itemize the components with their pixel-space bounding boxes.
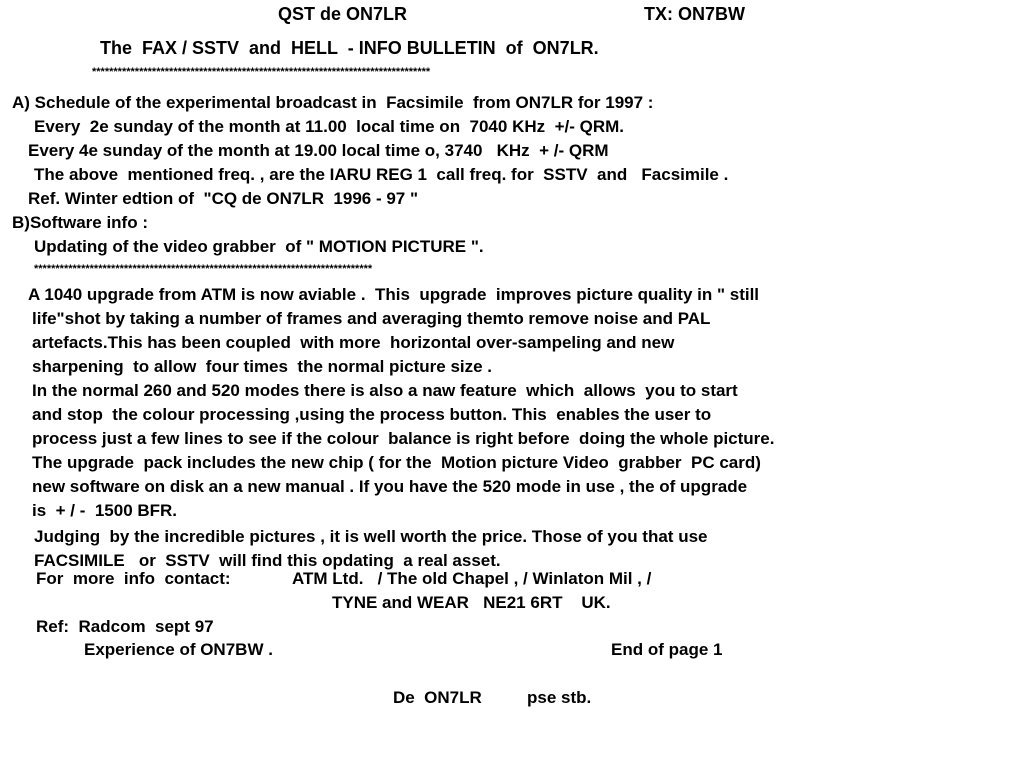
contact-label: For more info contact: bbox=[36, 569, 231, 588]
schedule-line-3: The above mentioned freq. , are the IARU REG 1 call freq. for SSTV and Facsimile . bbox=[34, 165, 729, 184]
pse-stb: pse stb. bbox=[527, 688, 592, 707]
paragraph-line-2: life"shot by taking a number of frames and averaging themto remove noise and PAL bbox=[32, 309, 711, 328]
paragraph-line-5: In the normal 260 and 520 modes there is also a naw feature which allows you to start bbox=[32, 381, 738, 400]
judging-line-1: Judging by the incredible pictures , it is well worth the price. Those of you that use bbox=[34, 527, 708, 546]
paragraph-line-1: A 1040 upgrade from ATM is now aviable . This upgrade improves picture quality in " still bbox=[28, 285, 760, 304]
sign-off: De ON7LR bbox=[393, 688, 482, 707]
section-a-heading: A) Schedule of the experimental broadcast in Facsimile from ON7LR for 1997 : bbox=[12, 93, 654, 112]
section-b-heading: B)Software info : bbox=[12, 213, 148, 232]
paragraph-line-3: artefacts.This has been coupled with more horizontal over-sampeling and new bbox=[32, 333, 675, 352]
tx-callsign: TX: ON7BW bbox=[644, 4, 745, 24]
paragraph-line-6: and stop the colour processing ,using the process button. This enables the user to bbox=[32, 405, 712, 424]
contact-address-line-1: ATM Ltd. / The old Chapel , / Winlaton Mil , / bbox=[292, 569, 652, 588]
end-of-page: End of page 1 bbox=[611, 640, 723, 659]
paragraph-line-8: The upgrade pack includes the new chip ( for the Motion picture Video grabber PC card) bbox=[32, 453, 761, 472]
contact-address-line-2: TYNE and WEAR NE21 6RT UK. bbox=[332, 593, 611, 612]
schedule-line-1: Every 2e sunday of the month at 11.00 local time on 7040 KHz +/- QRM. bbox=[34, 117, 624, 136]
qst-callsign: QST de ON7LR bbox=[278, 4, 408, 24]
judging-line-2: FACSIMILE or SSTV will find this opdating a real asset. bbox=[34, 551, 501, 570]
paragraph-line-4: sharpening to allow four times the normal picture size . bbox=[32, 357, 493, 376]
header-separator: ******************************************************************************* bbox=[92, 66, 431, 78]
reference-label: Ref: Radcom sept 97 bbox=[36, 617, 214, 636]
schedule-reference: Ref. Winter edtion of "CQ de ON7LR 1996 - 97 " bbox=[28, 189, 419, 208]
paragraph-line-7: process just a few lines to see if the colour balance is right before doing the whole picture. bbox=[32, 429, 775, 448]
section-b-subheading: Updating of the video grabber of " MOTION PICTURE ". bbox=[34, 237, 484, 256]
paragraph-line-9: new software on disk an a new manual . If you have the 520 mode in use , the of upgrade bbox=[32, 477, 748, 496]
paragraph-line-10: is + / - 1500 BFR. bbox=[32, 501, 178, 520]
bulletin-title: The FAX / SSTV and HELL - INFO BULLETIN of ON7LR. bbox=[100, 38, 599, 58]
experience-line: Experience of ON7BW . bbox=[84, 640, 273, 659]
section-b-separator: ******************************************************************************* bbox=[34, 263, 373, 275]
schedule-line-2: Every 4e sunday of the month at 19.00 local time o, 3740 KHz + /- QRM bbox=[28, 141, 609, 160]
